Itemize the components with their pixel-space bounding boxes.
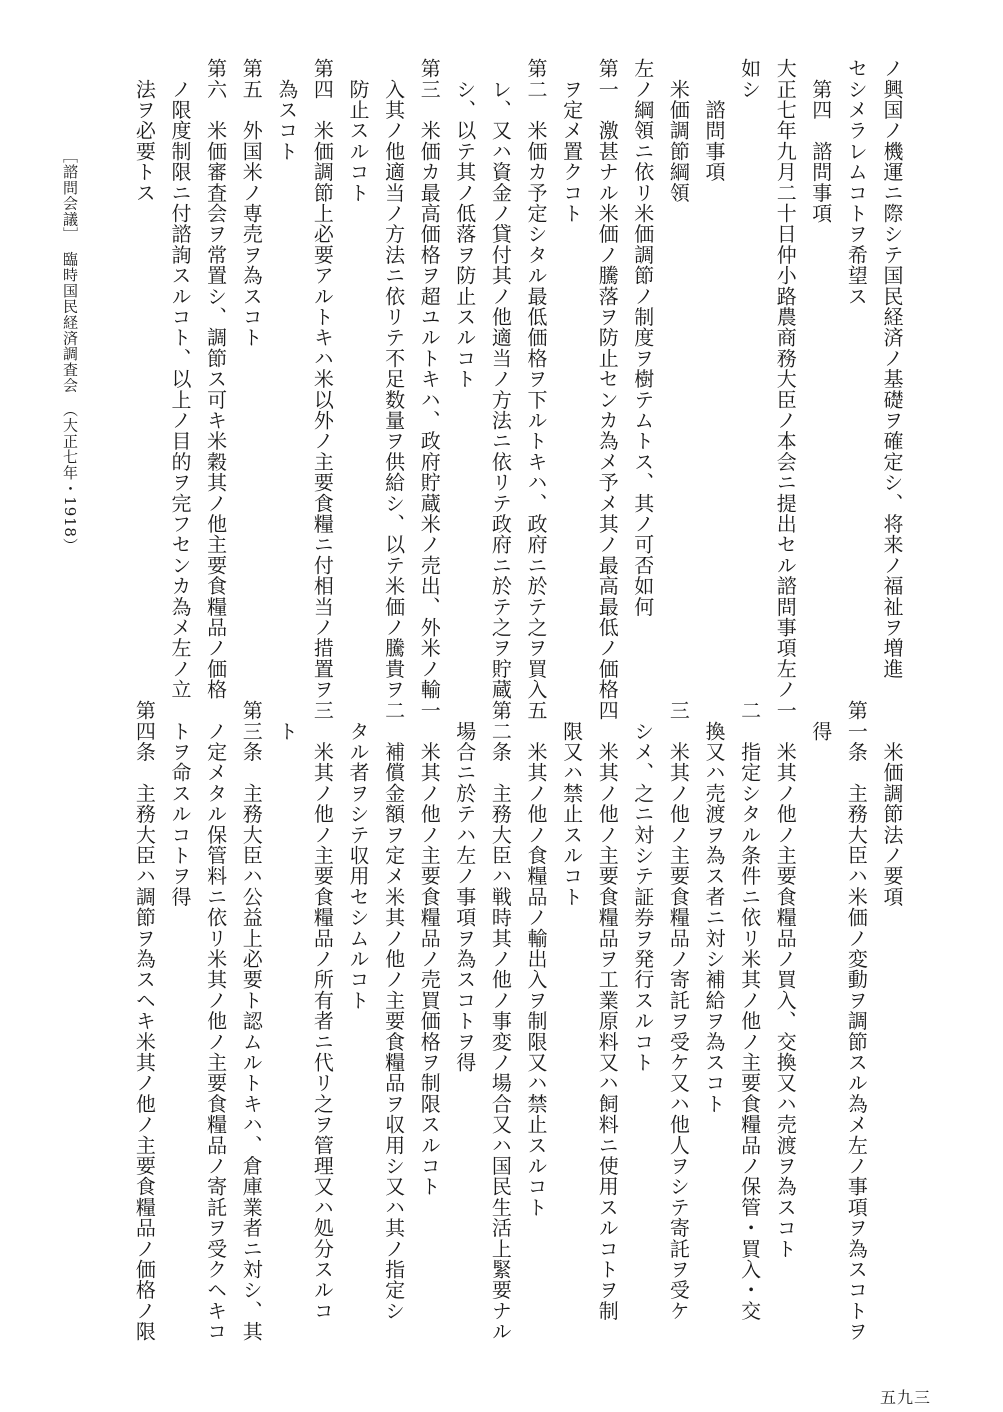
lower-column: 第二条 主務大臣ハ戦時其ノ他ノ事変ノ場合又ハ国民生活上緊要ナル [488, 700, 513, 1342]
upper-column: ノ限度制限ニ付諮詢スルコト、以上ノ目的ヲ完フセンカ為メ左ノ立 [168, 58, 192, 700]
upper-column: ノ興国ノ機運ニ際シテ国民経済ノ基礎ヲ確定シ、将来ノ福祉ヲ増進 [880, 58, 904, 679]
upper-column: 諮問事項 [702, 58, 726, 183]
upper-column: 左ノ綱領ニ依リ米価調節ノ制度ヲ樹テムトス、其ノ可否如何 [630, 58, 655, 617]
lower-column: 場合ニ於テハ左ノ事項ヲ為スコトヲ得 [452, 700, 477, 1073]
lower-column: 限又ハ禁止スルコト [559, 700, 584, 907]
lower-column: 二 補償金額ヲ定メ米其ノ他ノ主要食糧品ヲ収用シ又ハ其ノ指定シ [381, 700, 406, 1322]
lower-column: ノ定メタル保管料ニ依リ米其ノ他ノ主要食糧品ノ寄託ヲ受クヘキコ [203, 700, 228, 1342]
upper-column: 防止スルコト [346, 58, 370, 203]
footer-citation: ［諮問会議］ 臨時国民経済調査会 （大正七年・1918） [61, 148, 79, 554]
lower-column: 第一条 主務大臣ハ米価ノ変動ヲ調節スル為メ左ノ事項ヲ為スコトヲ [844, 700, 869, 1342]
lower-column: 第三条 主務大臣ハ公益上必要ト認ムルトキハ、倉庫業者ニ対シ、其 [239, 700, 264, 1342]
lower-column: トヲ命スルコトヲ得 [168, 700, 192, 907]
lower-column: 三 米其ノ他ノ主要食糧品ノ所有者ニ代リ之ヲ管理又ハ処分スルコ [310, 700, 335, 1321]
upper-column: 第三 米価カ最高価格ヲ超ユルトキハ、政府貯蔵米ノ売出、外米ノ輸 [417, 58, 442, 700]
lower-column: 第四条 主務大臣ハ調節ヲ為スヘキ米其ノ他ノ主要食糧品ノ価格ノ限 [132, 700, 157, 1342]
lower-column: 一 米其ノ他ノ主要食糧品ノ売買価格ヲ制限スルコト [417, 700, 442, 1197]
lower-column: シメ、之ニ対シテ証券ヲ発行スルコト [630, 700, 655, 1073]
upper-column: 米価調節綱領 [666, 58, 691, 203]
upper-column: 大正七年九月二十日仲小路農商務大臣ノ本会ニ提出セル諮問事項左ノ [773, 58, 798, 700]
page-number: 五九三 [880, 1388, 932, 1407]
upper-column: 入其ノ他適当ノ方法ニ依リテ不足数量ヲ供給シ、以テ米価ノ騰貴ヲ [381, 58, 406, 700]
upper-column: シ、以テ其ノ低落ヲ防止スルコト [452, 58, 477, 390]
upper-column: ヲ定メ置クコト [559, 58, 584, 224]
lower-column: 四 米其ノ他ノ主要食糧品ヲ工業原料又ハ飼料ニ使用スルコトヲ制 [595, 700, 620, 1321]
upper-column: 第二 米価カ予定シタル最低価格ヲ下ルトキハ、政府ニ於テ之ヲ買入 [524, 58, 548, 700]
lower-column: 一 米其ノ他ノ主要食糧品ノ買入、交換又ハ売渡ヲ為スコト [773, 700, 798, 1259]
upper-column: レ、又ハ資金ノ貸付其ノ他適当ノ方法ニ依リテ政府ニ於テ之ヲ貯蔵 [488, 58, 513, 700]
lower-column: 米価調節法ノ要項 [880, 700, 904, 907]
lower-column: タル者ヲシテ収用セシムルコト [346, 700, 370, 1011]
upper-column: 法ヲ必要トス [132, 58, 157, 203]
upper-column: 為スコト [274, 58, 299, 162]
lower-column: ト [274, 700, 299, 742]
upper-column: 第一 激甚ナル米価ノ騰落ヲ防止センカ為メ予メ其ノ最高最低ノ価格 [595, 58, 620, 700]
lower-column: 二 指定シタル条件ニ依リ米其ノ他ノ主要食糧品ノ保管・買入・交 [737, 700, 762, 1321]
upper-column: 第五 外国米ノ専売ヲ為スコト [239, 58, 264, 348]
upper-column: 第四 諮問事項 [808, 58, 833, 224]
lower-column: 三 米其ノ他ノ主要食糧品ノ寄託ヲ受ケ又ハ他人ヲシテ寄託ヲ受ケ [666, 700, 691, 1322]
lower-column: 換又ハ売渡ヲ為ス者ニ対シ補給ヲ為スコト [702, 700, 726, 1114]
upper-column: 第四 米価調節上必要アルトキハ米以外ノ主要食糧ニ付相当ノ措置ヲ [310, 58, 335, 700]
upper-column: 第六 米価審査会ヲ常置シ、調節ス可キ米穀其ノ他主要食糧品ノ価格 [203, 58, 228, 700]
lower-column: 得 [808, 700, 833, 742]
upper-column: 如シ [737, 58, 762, 100]
upper-column: セシメラレムコトヲ希望ス [844, 58, 869, 307]
lower-column: 五 米其ノ他ノ食糧品ノ輸出入ヲ制限又ハ禁止スルコト [524, 700, 548, 1218]
